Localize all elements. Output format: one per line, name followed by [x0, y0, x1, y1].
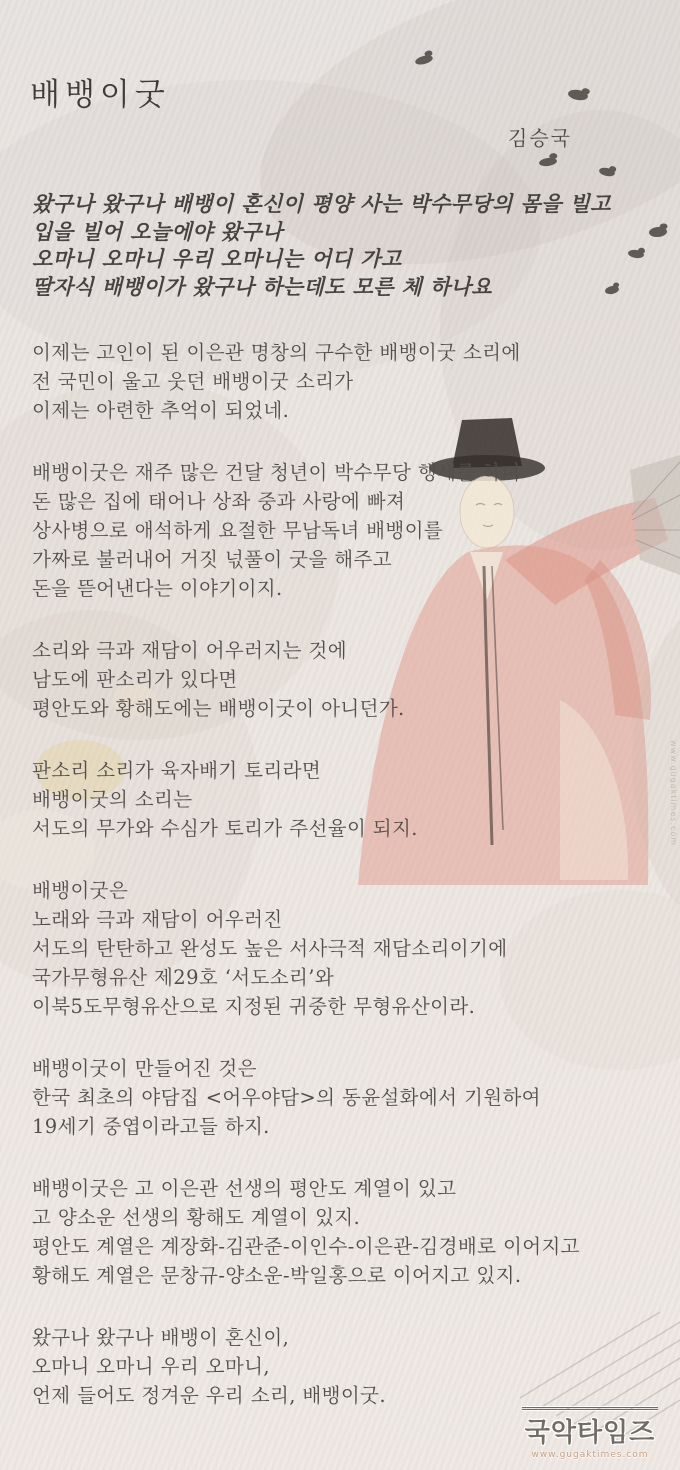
poem-line: 고 양소운 선생의 황해도 계열이 있지.: [32, 1206, 361, 1229]
page-title: 배뱅이굿: [30, 76, 170, 113]
stanza: [32, 458, 642, 603]
poem-line: 노래와 극과 재담이 어우러진: [32, 908, 283, 931]
stanza: [32, 876, 642, 1021]
poem: [32, 190, 642, 1443]
poem-line: 오마니 오마니 우리 오마니,: [32, 1355, 271, 1378]
poem-line: 왔구나 왔구나 배뱅이 혼신이,: [32, 1326, 290, 1349]
stanza: [32, 756, 642, 843]
stanza: [32, 338, 642, 425]
poem-line: 돈 많은 집에 태어나 상좌 중과 사랑에 빠져: [32, 490, 406, 513]
poem-line: 입을 빌어 오늘에야 왔구나: [32, 218, 283, 244]
poem-line: 가짜로 불러내어 거짓 넋풀이 굿을 해주고: [32, 548, 393, 571]
poem-line: 언제 들어도 정겨운 우리 소리, 배뱅이굿.: [32, 1384, 386, 1407]
poem-line: 소리와 극과 재담이 어우러지는 것에: [32, 639, 347, 662]
poem-line: 판소리 소리가 육자배기 토리라면: [32, 759, 322, 782]
poem-line: 한국 최초의 야담집 <어우야담>의 동윤설화에서 기원하여: [32, 1086, 541, 1109]
poem-line: 이제는 아련한 추억이 되었네.: [32, 399, 290, 422]
poem-line: 서도의 무가와 수심가 토리가 주선율이 되지.: [32, 817, 418, 840]
poem-line: 배뱅이굿의 소리는: [32, 788, 193, 811]
poem-line: 배뱅이굿은: [32, 879, 129, 902]
poem-line: 딸자식 배뱅이가 왔구나 하는데도 모른 체 하나요: [32, 273, 492, 299]
stanza: [32, 1323, 642, 1410]
poem-line: 배뱅이굿이 만들어진 것은: [32, 1057, 257, 1080]
poem-line: 평안도와 황해도에는 배뱅이굿이 아니던가.: [32, 697, 405, 720]
poem-line: 남도에 판소리가 있다면: [32, 668, 238, 691]
author-name: 김승국: [508, 126, 572, 150]
poem-line: 이제는 고인이 된 이은관 명창의 구수한 배뱅이굿 소리에: [32, 341, 521, 364]
poem-line: 상사병으로 애석하게 요절한 무남독녀 배뱅이를: [32, 519, 444, 542]
poem-line: 배뱅이굿은 고 이은관 선생의 평안도 계열이 있고: [32, 1177, 457, 1200]
poem-line: 오마니 오마니 우리 오마니는 어디 가고: [32, 246, 402, 271]
poem-line: 19세기 중엽이라고들 하지.: [32, 1115, 270, 1138]
poem-line: 이북5도무형유산으로 지정된 귀중한 무형유산이라.: [32, 995, 476, 1018]
stanza: [32, 636, 642, 723]
poem-line: 국가무형유산 제29호 ‘서도소리’와: [32, 966, 335, 989]
side-watermark-url: www.gugaktimes.com: [669, 740, 678, 847]
stanza: [32, 190, 642, 300]
logo-rule-line: [522, 1407, 658, 1410]
poem-line: 돈을 뜯어낸다는 이야기이지.: [32, 577, 283, 600]
stanza: [32, 1174, 642, 1290]
poem-line: 전 국민이 울고 웃던 배뱅이굿 소리가: [32, 370, 354, 393]
poem-line: 서도의 탄탄하고 완성도 높은 서사극적 재담소리이기에: [32, 937, 508, 960]
poem-line: 왔구나 왔구나 배뱅이 혼신이 평양 사는 박수무당의 몸을 빌고: [32, 191, 611, 216]
poem-line: 황해도 계열은 문창규-양소운-박일홍으로 이어지고 있지.: [32, 1264, 522, 1287]
logo-text: 국악타임즈: [524, 1418, 656, 1448]
gugak-times-watermark: [520, 1407, 660, 1460]
stanza: [32, 1054, 642, 1141]
poem-line: 평안도 계열은 계장화-김관준-이인수-이은관-김경배로 이어지고: [32, 1235, 580, 1258]
logo-url: www.gugaktimes.com: [531, 1450, 649, 1460]
poem-line: 배뱅이굿은 재주 많은 건달 청년이 박수무당 행세를 하며: [32, 461, 521, 484]
